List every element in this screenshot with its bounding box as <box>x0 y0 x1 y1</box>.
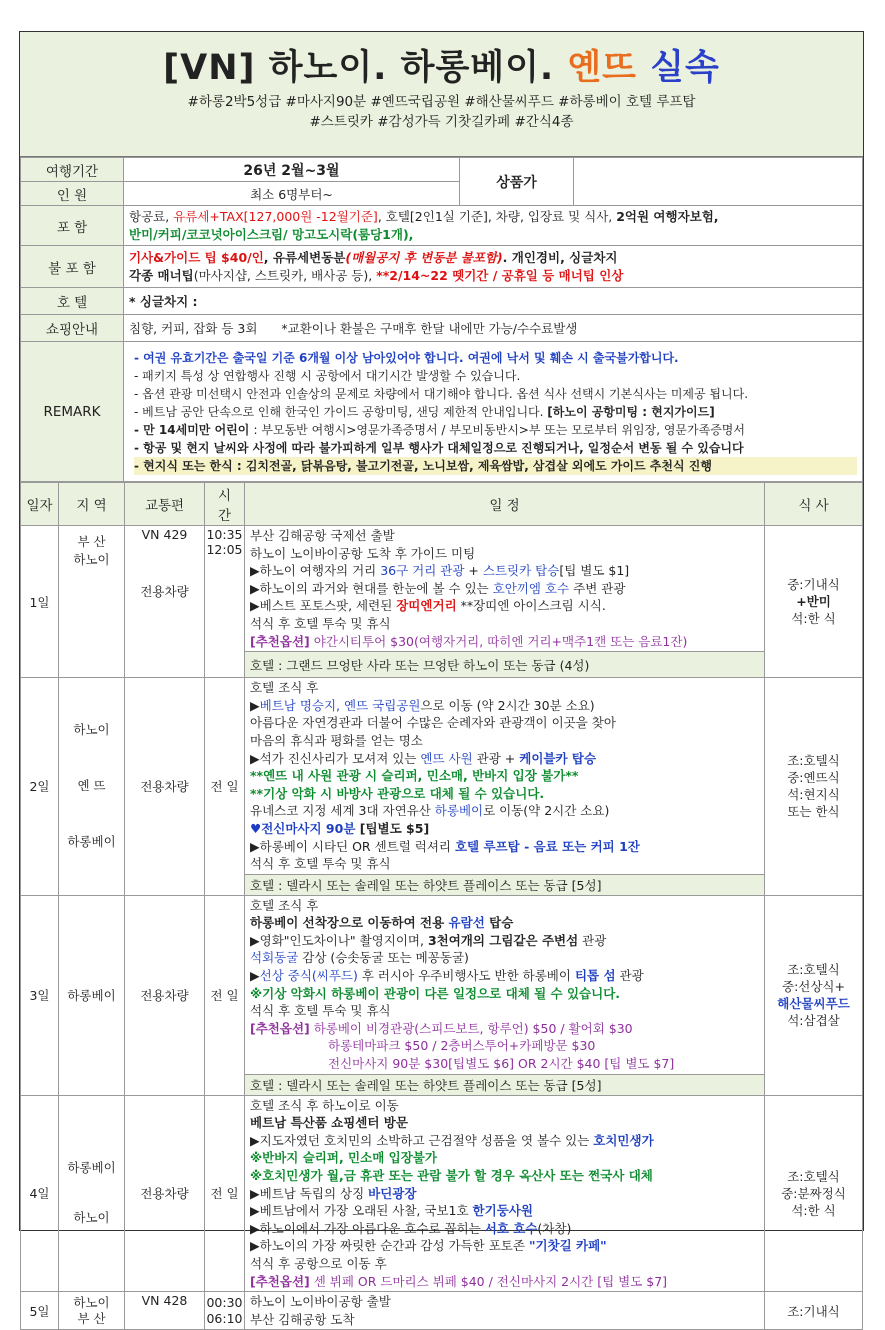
text: 36구 거리 관광 <box>380 563 465 579</box>
text: [추천옵션] <box>250 1020 310 1036</box>
time <box>205 526 245 678</box>
text: 하노이 <box>73 552 110 567</box>
text: ▶하노이에서 가장 아름다운 호수로 꼽히는 <box>250 1220 485 1236</box>
text: ▶ <box>250 968 260 984</box>
text: ▶하노이의 과거와 현대를 한눈에 볼 수 있는 <box>250 580 493 596</box>
text: + <box>464 563 483 579</box>
text: ♥전신마사지 90분 <box>250 820 360 836</box>
title-highlight-blue: 실속 <box>650 48 720 88</box>
remark-item: - 항공 및 현지 날씨와 사정에 따라 불가피하게 일부 행사가 대체일정으로 진행되거나, 일정순서 변동 될 수 있습니다 <box>134 440 744 455</box>
text: 조:호텔식 <box>787 1168 840 1184</box>
text: **옌뜨 내 사원 관광 시 슬리퍼, 민소매, 반바지 입장 불가** <box>250 768 579 784</box>
text: [팁별도 $5] <box>359 820 430 836</box>
exclude-value <box>124 246 863 288</box>
col-meal: 식 사 <box>765 483 863 526</box>
text: 하롱베이 <box>67 1160 116 1176</box>
text: 야간시티투어 $30(여행자거리, 따히엔 거리+맥주1캔 또는 음료1잔) <box>309 633 688 649</box>
hashtag-line: #하롱2박5성급 #마사지90분 #옌뜨국립공원 #해산물씨푸드 #하롱베이 호텔 루프탑 <box>187 94 696 110</box>
text: ▶영화"인도차이나" 촬영지이며, <box>250 932 428 948</box>
text: 석식 후 호텔 투숙 및 휴식 <box>250 615 391 631</box>
text: 중:옌뜨식 <box>787 770 840 786</box>
text: [추천옵션] <box>250 633 310 649</box>
day-number: 5일 <box>21 1292 59 1330</box>
text: +반미 <box>796 594 831 610</box>
text: 옌뜨 사원 <box>420 750 473 766</box>
text: 석:한 식 <box>791 1202 836 1218</box>
period-label: 여행기간 <box>21 158 124 182</box>
people-value: 최소 6명부터~ <box>124 182 460 206</box>
text: 00:30 <box>206 1294 243 1310</box>
text: : 부모동반 여행시>영문가족증명서 / 부모비동반시>부 또는 모로부터 위임장, 영문가족증명서 <box>253 422 745 437</box>
remark-item: - 패키지 특성 상 연합행사 진행 시 공항에서 대기시간 발생할 수 있습니다. <box>134 368 521 383</box>
text: 부산 김해공항 도착 <box>250 1311 355 1327</box>
text: **2/14~22 뗏기간 / 공휴일 등 매너팁 인상 <box>376 267 624 283</box>
text: 감상 (승솟동굴 또는 메꽁동굴) <box>298 950 469 966</box>
text: 으로 이동 (약 2시간 30분 소요) <box>420 697 595 713</box>
text: 선상 중식(씨푸드) <box>259 968 358 984</box>
text: 해산물씨푸드 <box>777 996 850 1012</box>
text: 석식 후 호텔 투숙 및 휴식 <box>250 1003 391 1019</box>
meal-cell <box>765 1095 863 1292</box>
exclude-label: 불 포 함 <box>21 246 124 288</box>
text: 스트릿카 탑승 <box>482 563 560 579</box>
text: ▶하노이 여행자의 거리 <box>250 563 381 579</box>
day-number: 1일 <box>21 526 59 678</box>
text: ※호치민생가 월,금 휴관 또는 관람 불가 할 경우 옥산사 또는 쩐국사 대체 <box>250 1168 653 1183</box>
text: [하노이 공항미팅 : 현지가이드] <box>547 404 715 419</box>
people-label: 인 원 <box>21 182 124 206</box>
text: 하롱베이 선착장으로 이동하여 전용 <box>250 915 449 931</box>
title-highlight-orange: 옌뜨 <box>567 48 637 88</box>
region <box>59 526 125 678</box>
day-number: 3일 <box>21 895 59 1095</box>
schedule-cell <box>245 1292 765 1330</box>
transport: VN 428 <box>125 1292 205 1330</box>
text: 호안끼엠 호수 <box>492 580 570 596</box>
text: ※기상 악화시 하롱베이 관광이 다른 일정으로 대체 될 수 있습니다. <box>250 985 621 1001</box>
text: 마음의 휴식과 평화를 얻는 명소 <box>250 732 423 748</box>
transport <box>125 526 205 678</box>
transport: 전용차량 <box>125 895 205 1095</box>
text: 부 산 <box>77 534 106 549</box>
text: 로 이동(약 2시간 소요) <box>483 803 610 819</box>
day-number: 2일 <box>21 678 59 896</box>
meal-cell: 조:기내식 <box>765 1292 863 1330</box>
text: ▶석가 진신사리가 모셔져 있는 <box>250 750 421 766</box>
remark-label: REMARK <box>21 342 124 482</box>
meal-cell <box>765 678 863 896</box>
day-number: 4일 <box>21 1095 59 1292</box>
text: (차창) <box>537 1220 572 1236</box>
text: 전신마사지 90분 $30[팁별도 $6] OR 2시간 $40 [팁 별도 $7] <box>328 1056 675 1072</box>
text: 후 러시아 우주비행사도 반한 하롱베이 <box>357 968 575 984</box>
region <box>59 1095 125 1292</box>
hotel-row: 호텔 : 그랜드 므엉탄 사라 또는 므엉탄 하노이 또는 동급 (4성) <box>245 652 765 678</box>
text: 또는 한식 <box>787 804 840 820</box>
col-region: 지 역 <box>59 483 125 526</box>
text: 하노이 노이바이공항 출발 <box>250 1294 391 1310</box>
text: 호치민생가 <box>593 1132 654 1148</box>
document-header <box>20 32 863 157</box>
text: **기상 악화 시 바방사 관광으로 대체 될 수 있습니다. <box>250 785 545 801</box>
text: ▶ <box>250 697 260 713</box>
title-text: [VN] 하노이. 하롱베이. <box>163 48 568 88</box>
price-label: 상품가 <box>460 158 574 206</box>
text: 호텔 조식 후 <box>250 680 319 696</box>
page-title <box>20 32 863 90</box>
text: ▶베스트 포토스팟, 세련된 <box>250 598 397 614</box>
text: ▶하롱베이 시타딘 OR 센트럴 럭셔리 <box>250 838 455 854</box>
text: 하롱베이 <box>67 834 116 850</box>
time: 전 일 <box>205 1095 245 1292</box>
text: 유람선 <box>448 915 485 931</box>
schedule-cell <box>245 526 765 652</box>
col-transport: 교통편 <box>125 483 205 526</box>
text: 석:현지식 <box>787 787 840 803</box>
text: 10:35 <box>206 527 243 542</box>
text: 옌 뜨 <box>77 778 106 794</box>
remark-item: - 옵션 관광 미선택시 안전과 인솔상의 문제로 차량에서 대기해야 합니다. 옵션 식사 선택시 기본식사는 미제공 됩니다. <box>134 386 749 401</box>
text: 2억원 여행자보험, <box>616 208 719 224</box>
text: ▶베트남 독립의 상징 <box>250 1185 369 1201</box>
text: 하노이 노이바이공항 도착 후 가이드 미팅 <box>250 545 476 561</box>
text: 석:한 식 <box>791 611 836 627</box>
col-schedule: 일 정 <box>245 483 765 526</box>
period-value: 26년 2월~3월 <box>124 158 460 182</box>
schedule-cell <box>245 895 765 1074</box>
text: 장띠엔거리 <box>396 598 457 614</box>
hashtag-line: #스트릿카 #감성가득 기찻길카페 #간식4종 <box>309 114 574 130</box>
text: ▶하노이의 가장 짜릿한 순간과 감성 가득한 포토존 <box>250 1238 529 1254</box>
text: , 유류세변동분 <box>263 249 346 265</box>
text: 베트남 명승지, 옌뜨 국립공원 <box>259 697 421 713</box>
text: 석회동굴 <box>250 950 299 966</box>
region: 하롱베이 <box>59 895 125 1095</box>
text: 호텔 조식 후 <box>250 897 319 913</box>
text: 관광 + <box>472 750 520 766</box>
hotel-row: 호텔 : 델라시 또는 솔레일 또는 하얏트 플레이스 또는 동급 [5성] <box>245 1074 765 1095</box>
time <box>205 1292 245 1330</box>
transport: 전용차량 <box>125 1095 205 1292</box>
text: "기찻길 카페" <box>528 1238 607 1254</box>
text: 중:분짜정식 <box>781 1185 846 1201</box>
text: ▶지도자였던 호치민의 소박하고 근검절약 성품을 엿 볼수 있는 <box>250 1132 594 1148</box>
text: ※반바지 슬리퍼, 민소매 입장불가 <box>250 1150 437 1166</box>
text: 12:05 <box>206 542 243 557</box>
shop-value <box>124 315 863 342</box>
text: 유류세+TAX[127,000원 -12월기준] <box>173 208 378 224</box>
region <box>59 678 125 896</box>
text: 항공료, <box>129 208 174 224</box>
time: 전 일 <box>205 678 245 896</box>
hotel-label: 호 텔 <box>21 288 124 315</box>
text: - 만 14세미만 어린이 <box>134 422 254 437</box>
text: 하롱베이 비경관광(스피드보트, 항루언) $50 / 활어회 $30 <box>309 1020 633 1036</box>
text: 반미/커피/코코넛아이스크림/ 망고도시락(룸당1개), <box>129 226 414 242</box>
region <box>59 1292 125 1330</box>
text: 석식 후 호텔 투숙 및 휴식 <box>250 856 391 872</box>
meal-cell <box>765 526 863 678</box>
text: ▶베트남에서 가장 오래된 사찰, 국보1호 <box>250 1203 473 1219</box>
text: 중:선상식+ <box>782 979 845 995</box>
hotel-row: 호텔 : 델라시 또는 솔레일 또는 하얏트 플레이스 또는 동급 [5성] <box>245 874 765 895</box>
text: 관광 <box>615 968 644 984</box>
hotel-value: * 싱글차지 : <box>124 288 863 315</box>
text: 석:삼겹살 <box>787 1013 840 1029</box>
text: 석식 후 공항으로 이동 후 <box>250 1255 387 1271</box>
text: (매월공지 후 변동분 불포함) <box>345 249 503 265</box>
text: 부산 김해공항 국제선 출발 <box>250 528 395 543</box>
text: 06:10 <box>206 1310 243 1326</box>
text: 부 산 <box>77 1310 106 1326</box>
text: 호텔 조식 후 하노이로 이동 <box>250 1097 399 1113</box>
itinerary-document <box>19 31 864 1327</box>
text: 하노이 <box>73 1210 110 1226</box>
col-day: 일자 <box>21 483 59 526</box>
text: - 베트남 공안 단속으로 인해 한국인 가이드 공항미팅, 샌딩 제한적 안내입니다. <box>134 404 548 419</box>
price-value <box>574 158 863 206</box>
schedule-table <box>20 482 863 1330</box>
text: 침향, 커피, 잡화 등 3회 <box>129 321 258 336</box>
text: (마사지샵, 스트릿카, 배사공 등), <box>193 267 377 283</box>
text: [팁 별도 $1] <box>559 563 630 579</box>
text: 조:호텔식 <box>787 962 840 978</box>
text: 전용차량 <box>140 584 189 599</box>
text: **장띠엔 아이스크림 시식. <box>456 598 606 614</box>
schedule-cell <box>245 1095 765 1292</box>
meal-cell <box>765 895 863 1095</box>
text: 하노이 <box>73 1294 110 1310</box>
remark-item: - 여권 유효기간은 출국일 기준 6개월 이상 남아있어야 합니다. 여권에 낙서 및 훼손 시 출국불가합니다. <box>134 350 679 365</box>
shop-label: 쇼핑안내 <box>21 315 124 342</box>
include-value <box>124 206 863 246</box>
text: 하롱테마파크 $50 / 2층버스투어+카페방문 $30 <box>328 1038 596 1054</box>
text: . 개인경비, 싱글차지 <box>502 249 618 265</box>
text: 베트남 특산품 쇼핑센터 방문 <box>250 1115 408 1131</box>
info-table <box>20 157 863 482</box>
text: 호텔 루프탑 - 음료 또는 커피 1잔 <box>454 838 640 854</box>
transport: 전용차량 <box>125 678 205 896</box>
text: 서호 호수 <box>484 1220 538 1236</box>
text: 티톱 섬 <box>574 968 616 984</box>
text: 3천여개의 그림같은 주변섬 <box>427 932 579 948</box>
text: 탑승 <box>484 915 514 931</box>
text: 주변 관광 <box>569 580 626 596</box>
text: 케이블카 탑승 <box>519 750 597 766</box>
text: 기사&가이드 팁 $40/인 <box>129 249 264 265</box>
hashtags <box>20 92 863 132</box>
text: 각종 매너팁 <box>129 267 194 283</box>
col-time: 시 간 <box>205 483 245 526</box>
text: , 호텔[2인1실 기준], 차량, 입장료 및 식사, <box>377 208 617 224</box>
text: 유네스코 지정 세계 3대 자연유산 <box>250 803 435 819</box>
text: 바딘광장 <box>368 1185 417 1201</box>
remark-item: - 현지식 또는 한식 : 김치전골, 닭볶음탕, 불고기전골, 노니보쌈, 제육쌈밥, 삼겹살 외에도 가이드 추천식 진행 <box>134 457 857 475</box>
text: 하노이 <box>73 722 110 738</box>
flight-number: VN 429 <box>141 527 188 542</box>
time: 전 일 <box>205 895 245 1095</box>
include-label: 포 함 <box>21 206 124 246</box>
text: 하롱베이 <box>434 803 484 819</box>
text: 중:기내식 <box>787 577 840 593</box>
text: 관광 <box>578 932 607 948</box>
text: 센 뷔페 OR 드마리스 뷔페 $40 / 전신마사지 2시간 [팁 별도 $7] <box>309 1273 668 1289</box>
text: [추천옵션] <box>250 1273 310 1289</box>
text: 한기둥사원 <box>472 1203 533 1219</box>
text: 아름다운 자연경관과 더불어 수많은 순례자와 관광객이 이곳을 찾아 <box>250 715 616 731</box>
text: *교환이나 환불은 구매후 한달 내에만 가능/수수료발생 <box>281 321 578 336</box>
text: 조:호텔식 <box>787 753 840 769</box>
remark-list <box>124 342 863 482</box>
schedule-cell <box>245 678 765 875</box>
